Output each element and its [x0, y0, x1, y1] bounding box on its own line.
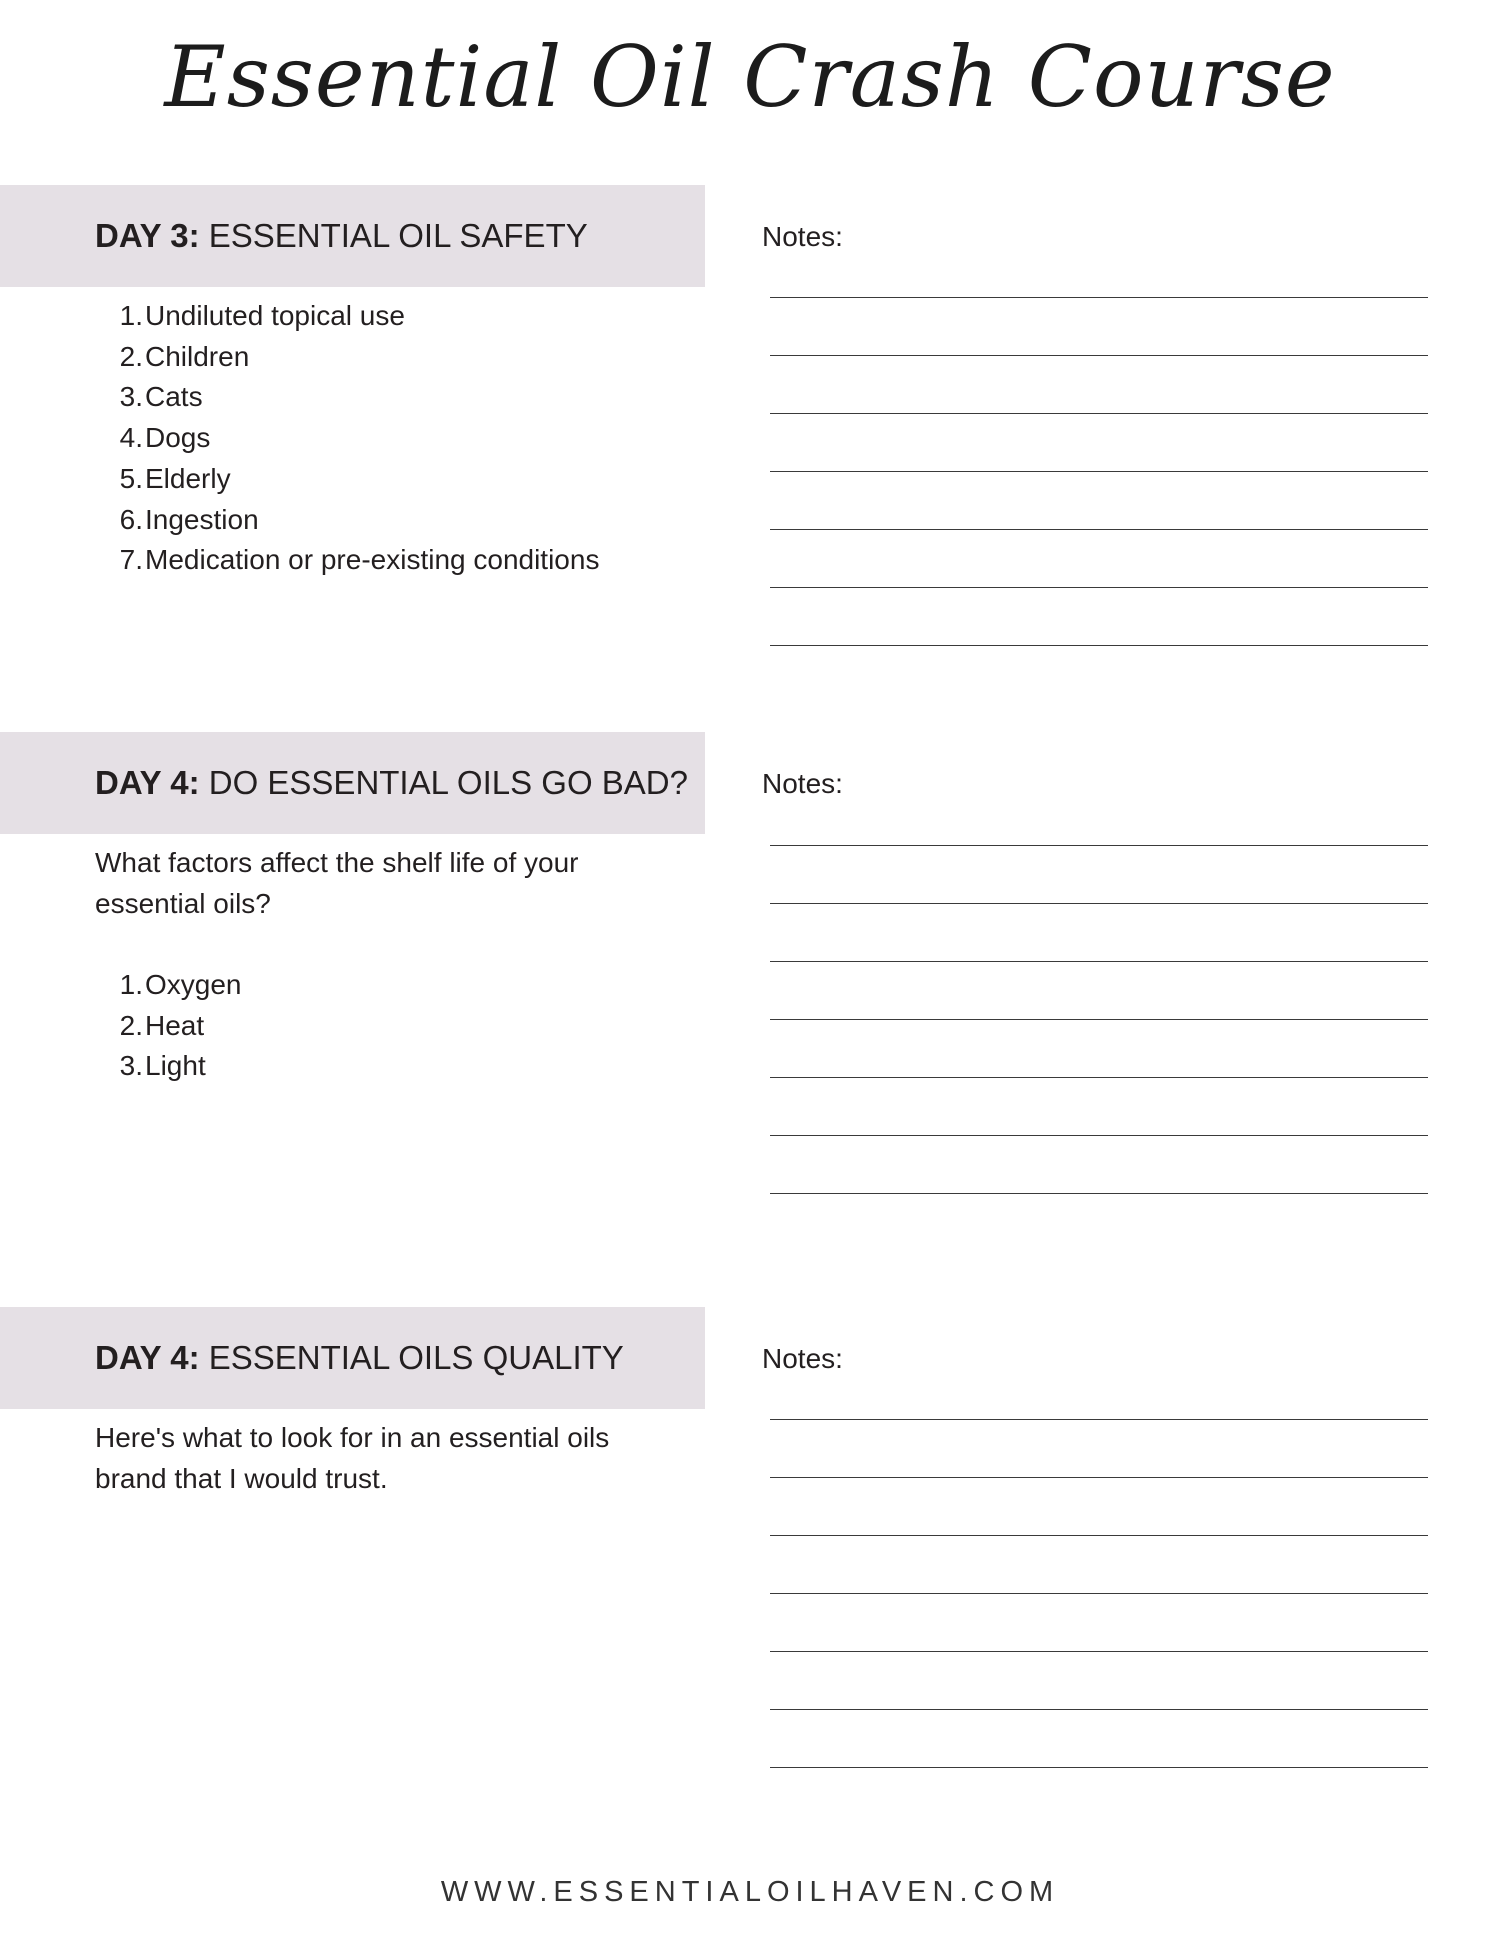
notes-line[interactable]: [770, 1593, 1428, 1594]
section-title: ESSENTIAL OILS QUALITY: [208, 1339, 624, 1376]
list-item: 1. Oxygen: [119, 969, 242, 1000]
list-item: 1. Undiluted topical use: [119, 300, 405, 331]
safety-list: [95, 296, 599, 581]
section-day-label: DAY 3:: [95, 217, 200, 254]
list-item: 7. Medication or pre-existing conditions: [119, 544, 600, 576]
notes-label: Notes:: [762, 768, 843, 799]
notes-line[interactable]: [770, 1651, 1428, 1652]
notes-line[interactable]: [770, 903, 1428, 904]
notes-line[interactable]: [770, 297, 1428, 298]
page-title: Essential Oil Crash Course: [164, 28, 1336, 126]
section-intro: Here's what to look for in an essential oils brand that I would trust.: [95, 1422, 610, 1494]
section-heading: [95, 1339, 624, 1377]
section-day4-shelf-life: [0, 732, 1500, 1212]
section-day-label: DAY 4:: [95, 764, 200, 801]
section-heading: [95, 217, 588, 255]
notes-line[interactable]: [770, 587, 1428, 588]
notes-label: Notes:: [762, 221, 843, 252]
notes-line[interactable]: [770, 413, 1428, 414]
list-item: 6. Ingestion: [119, 503, 259, 535]
notes-line[interactable]: [770, 1767, 1428, 1768]
list-item: 3. Light: [119, 1050, 206, 1082]
shelf-life-list: [95, 965, 242, 1087]
notes-line[interactable]: [770, 1477, 1428, 1478]
list-item: 4. Dogs: [119, 422, 211, 454]
notes-line[interactable]: [770, 1019, 1428, 1020]
notes-line[interactable]: [770, 1135, 1428, 1136]
notes-label: Notes:: [762, 1343, 843, 1374]
notes-line[interactable]: [770, 1193, 1428, 1194]
list-item: 2. Children: [119, 340, 250, 372]
section-intro: What factors affect the shelf life of your essential oils?: [95, 847, 579, 919]
notes-line[interactable]: [770, 1535, 1428, 1536]
section-day4-quality: [0, 1307, 1500, 1787]
notes-line[interactable]: [770, 1419, 1428, 1420]
notes-line[interactable]: [770, 1077, 1428, 1078]
list-item: 2. Heat: [119, 1009, 205, 1041]
notes-line[interactable]: [770, 355, 1428, 356]
website-footer: WWW.ESSENTIALOILHAVEN.COM: [440, 1876, 1060, 1908]
notes-line[interactable]: [770, 845, 1428, 846]
section-day-label: DAY 4:: [95, 1339, 200, 1376]
section-day3-safety: [0, 185, 1500, 665]
section-title: ESSENTIAL OIL SAFETY: [208, 217, 588, 254]
notes-line[interactable]: [770, 529, 1428, 530]
section-title: DO ESSENTIAL OILS GO BAD?: [208, 764, 688, 801]
notes-line[interactable]: [770, 645, 1428, 646]
list-item: 5. Elderly: [119, 462, 231, 494]
list-item: 3. Cats: [119, 381, 203, 413]
notes-line[interactable]: [770, 961, 1428, 962]
notes-line[interactable]: [770, 471, 1428, 472]
section-heading: [95, 764, 688, 802]
notes-line[interactable]: [770, 1709, 1428, 1710]
